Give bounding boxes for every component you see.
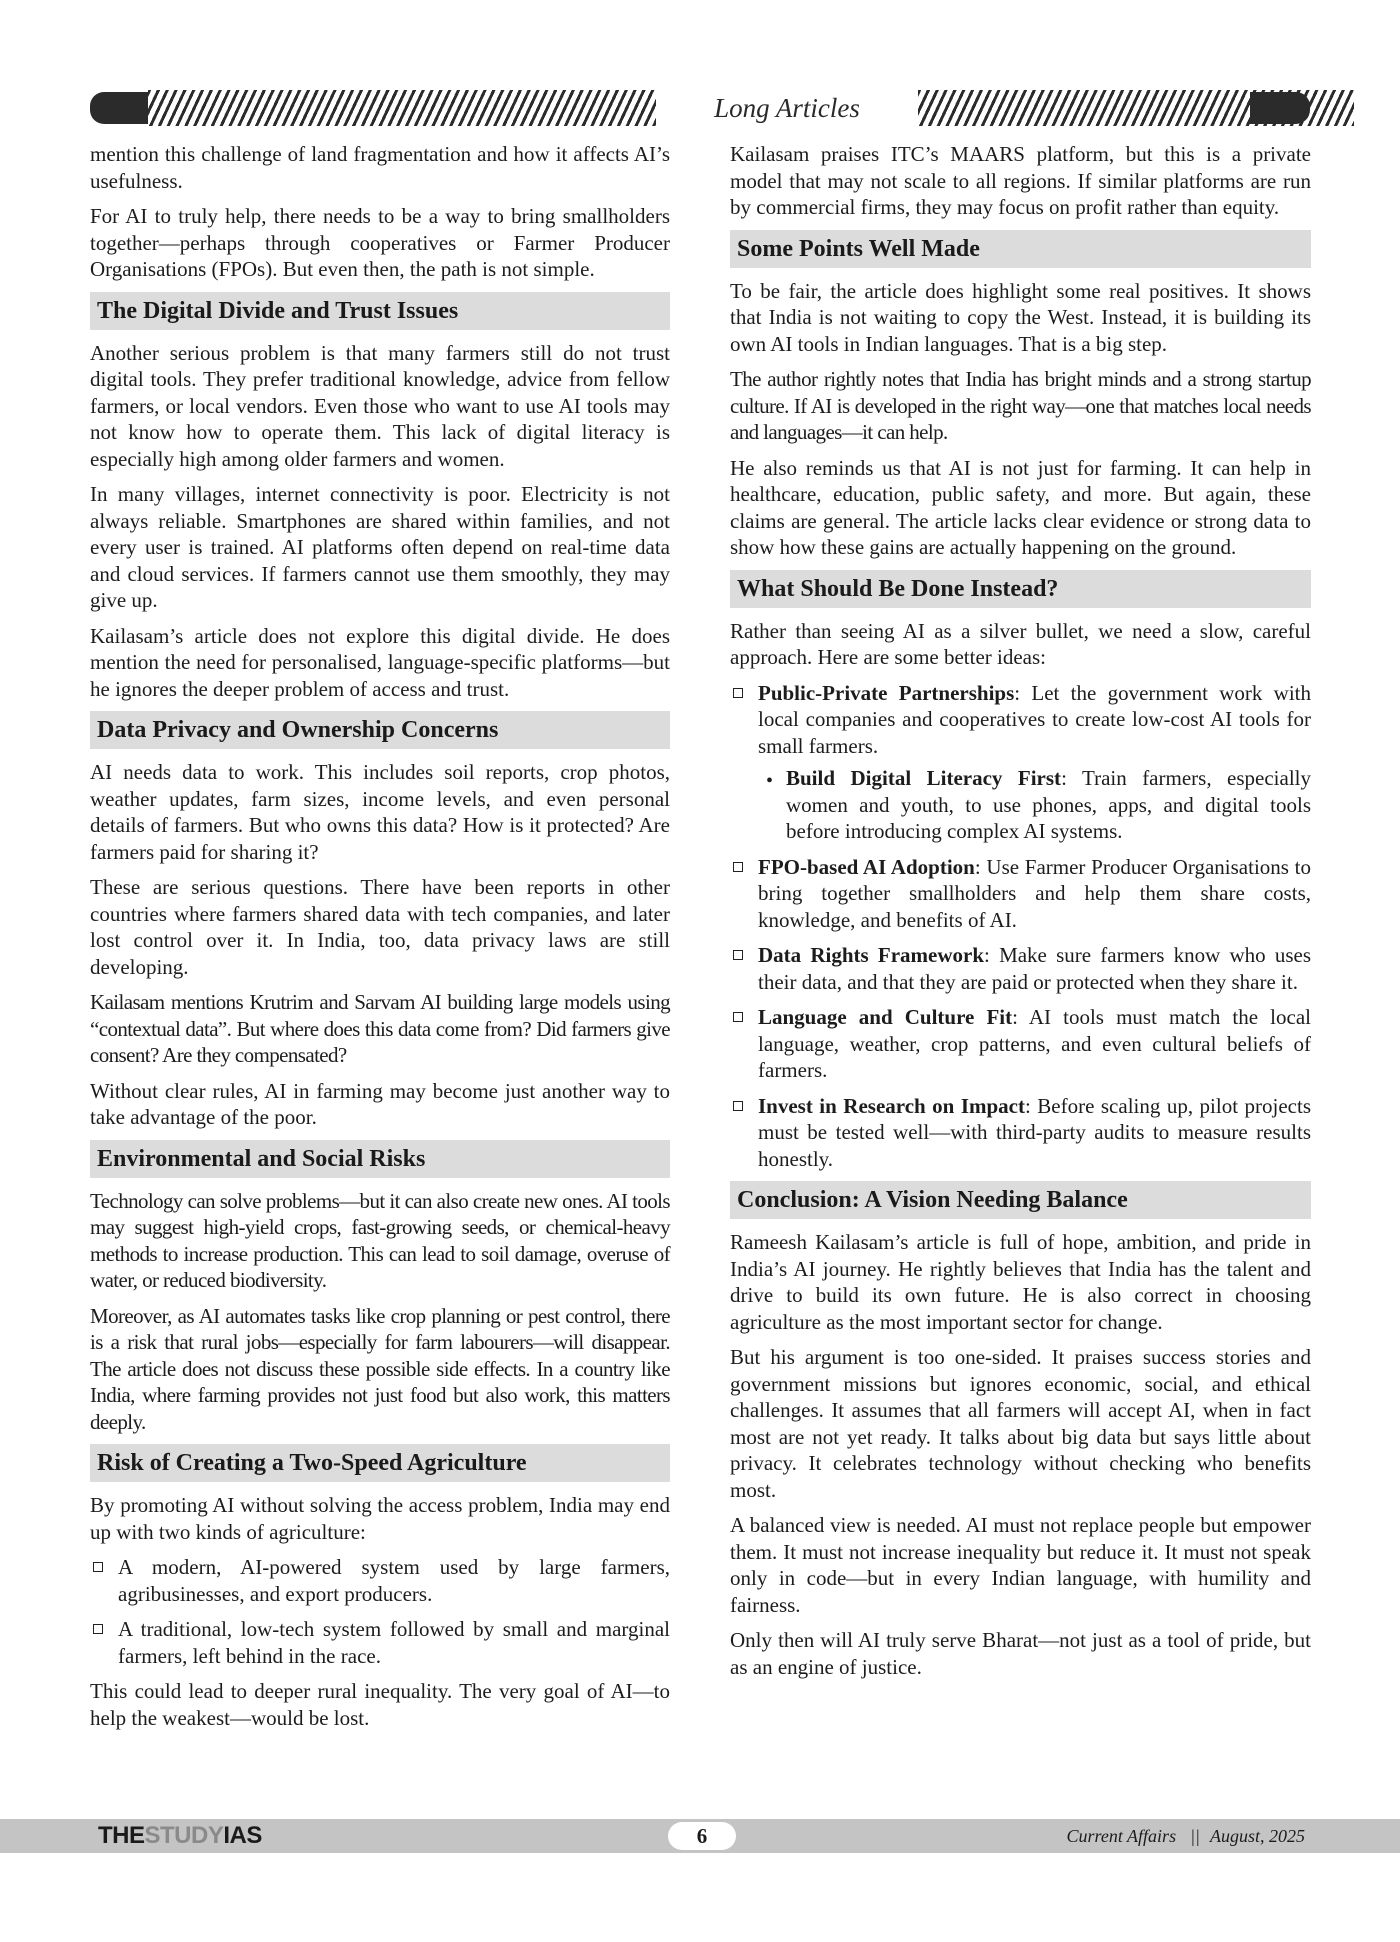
separator: || [1190, 1826, 1200, 1846]
checkbox-bullet-icon [733, 688, 743, 698]
checkbox-bullet-icon [93, 1562, 103, 1572]
checkbox-bullet-icon [733, 1012, 743, 1022]
left-column [90, 141, 670, 1740]
paragraph: The author rightly notes that India has bright minds and a strong startup culture. If AI is developed in the right way—one that matches local needs and languages—it can help. [730, 367, 1311, 444]
paragraph: Rather than seeing AI as a silver bullet, we need a slow, careful approach. Here are some better ideas: [730, 618, 1311, 669]
section-heading-points-well-made: Some Points Well Made [730, 230, 1311, 268]
list-item: Public-Private Partnerships: Let the government work with local companies and cooperatives to create low-cost AI tools for small farmers. • Build Digital Literacy First: Train farmers, especially women and youth, to use phones, apps, and digital tools before introducing complex AI systems. [730, 680, 1311, 845]
checkbox-bullet-icon [733, 862, 743, 872]
paragraph: mention this challenge of land fragmentation and how it affects AI’s usefulness. [90, 142, 670, 193]
paragraph: Technology can solve problems—but it can also create new ones. AI tools may suggest high-yield crops, fast-growing seeds, or chemical-heavy methods to increase production. This can lead to soil damage, overuse of water, or reduced biodiversity. [90, 1188, 670, 1292]
header-left-hatch [148, 90, 656, 126]
section-heading-two-speed: Risk of Creating a Two-Speed Agriculture [90, 1444, 670, 1482]
publication-name: Current Affairs [1066, 1826, 1177, 1846]
paragraph: In many villages, internet connectivity is poor. Electricity is not always reliable. Smartphones are shared within families, and not every user is trained. AI platforms often depend on real-time data and cloud services. If farmers cannot use them smoothly, they may give up. [90, 482, 670, 612]
issue-info [1067, 1819, 1305, 1853]
paragraph: This could lead to deeper rural inequality. The very goal of AI—to help the weakest—would be lost. [90, 1679, 670, 1730]
section-title: Long Articles [714, 93, 860, 123]
paragraph: Moreover, as AI automates tasks like crop planning or pest control, there is a risk that rural jobs—especially for farm labourers—will disappear. The article does not discuss these possible side effects. In a country like India, where farming provides not just food but also work, this matters deeply. [90, 1303, 670, 1434]
sub-list [758, 765, 1311, 845]
paragraph: Rameesh Kailasam’s article is full of hope, ambition, and pride in India’s AI journey. He rightly believes that India has the talent and drive to build its own future. He is also correct in choosing agriculture as the most important sector for change. [730, 1230, 1311, 1334]
checkbox-bullet-icon [733, 950, 743, 960]
list-item: A modern, AI-powered system used by large farmers, agribusinesses, and export producers. [90, 1554, 670, 1607]
section-heading-what-should-be-done: What Should Be Done Instead? [730, 570, 1311, 608]
brand-logo: THESTUDYIAS [98, 1822, 262, 1849]
list-item: FPO-based AI Adoption: Use Farmer Producer Organisations to bring together smallholders and help them share costs, knowledge, and benefits of AI. [730, 854, 1311, 934]
bullet-list [90, 1554, 670, 1669]
paragraph: Without clear rules, AI in farming may become just another way to take advantage of the poor. [90, 1078, 670, 1129]
paragraph: To be fair, the article does highlight some real positives. It shows that India is not waiting to copy the West. Instead, it is building its own AI tools in Indian languages. That is a big step. [730, 278, 1311, 356]
list-item: Invest in Research on Impact: Before scaling up, pilot projects must be tested well—with third-party audits to measure results honestly. [730, 1093, 1311, 1173]
paragraph: For AI to truly help, there needs to be a way to bring smallholders together—perhaps through cooperatives or Farmer Producer Organisations (FPOs). But even then, the path is not simple. [90, 204, 670, 281]
recommendations-list [730, 680, 1311, 1173]
diamond-bullet-icon: • [766, 770, 774, 792]
issue-date: August, 2025 [1209, 1826, 1305, 1846]
checkbox-bullet-icon [93, 1624, 103, 1634]
paragraph: Kailasam praises ITC’s MAARS platform, but this is a private model that may not scale to all regions. If similar platforms are run by commercial firms, they may focus on profit rather than equity. [730, 142, 1311, 219]
paragraph: Kailasam’s article does not explore this digital divide. He does mention the need for personalised, language-specific platforms—but he ignores the deeper problem of access and trust. [90, 623, 670, 701]
right-column [730, 141, 1311, 1689]
paragraph: Kailasam mentions Krutrim and Sarvam AI building large models using “contextual data”. But where does this data come from? Did farmers give consent? Are they compensated? [90, 990, 670, 1067]
paragraph: By promoting AI without solving the access problem, India may end up with two kinds of agriculture: [90, 1493, 670, 1544]
list-item: Data Rights Framework: Make sure farmers know who uses their data, and that they are paid or protected when they share it. [730, 942, 1311, 995]
page-number: 6 [668, 1822, 736, 1850]
page-footer [0, 1819, 1400, 1853]
paragraph: Another serious problem is that many farmers still do not trust digital tools. They prefer traditional knowledge, advice from fellow farmers, or local vendors. Even those who want to use AI tools may not know how to operate them. This lack of digital literacy is especially high among older farmers and women. [90, 340, 670, 471]
header-right-cap [1250, 92, 1310, 124]
paragraph: But his argument is too one-sided. It praises success stories and government missions but ignores economic, social, and ethical challenges. It assumes that all farmers will accept AI, when in fact most are not yet ready. It talks about big data but says little about privacy. It celebrates technology without checking who benefits most. [730, 1345, 1311, 1502]
paragraph: A balanced view is needed. AI must not replace people but empower them. It must not increase inequality but reduce it. It must not speak only in code—but in every Indian language, with humility and fairness. [730, 1513, 1311, 1617]
list-item: Language and Culture Fit: AI tools must match the local language, weather, crop patterns, and even cultural beliefs of farmers. [730, 1004, 1311, 1084]
paragraph: AI needs data to work. This includes soil reports, crop photos, weather updates, farm sizes, income levels, and even personal details of farmers. But who owns this data? How is it protected? Are farmers paid for sharing it? [90, 760, 670, 864]
section-heading-digital-divide: The Digital Divide and Trust Issues [90, 292, 670, 330]
list-item: A traditional, low-tech system followed by small and marginal farmers, left behind in the race. [90, 1616, 670, 1669]
paragraph: He also reminds us that AI is not just for farming. It can help in healthcare, education, public safety, and more. But again, these claims are general. The article lacks clear evidence or strong data to show how these gains are actually happening on the ground. [730, 455, 1311, 559]
checkbox-bullet-icon [733, 1101, 743, 1111]
section-heading-conclusion: Conclusion: A Vision Needing Balance [730, 1181, 1311, 1219]
section-heading-data-privacy: Data Privacy and Ownership Concerns [90, 711, 670, 749]
header-left-cap [90, 92, 150, 124]
page-header [90, 90, 1310, 126]
section-heading-environmental: Environmental and Social Risks [90, 1140, 670, 1178]
paragraph: These are serious questions. There have been reports in other countries where farmers shared data with tech companies, and later lost control over it. In India, too, data privacy laws are still developing. [90, 875, 670, 979]
paragraph: Only then will AI truly serve Bharat—not just as a tool of pride, but as an engine of justice. [730, 1628, 1311, 1679]
sub-list-item: • Build Digital Literacy First: Train farmers, especially women and youth, to use phones, apps, and digital tools before introducing complex AI systems. [766, 766, 1311, 843]
